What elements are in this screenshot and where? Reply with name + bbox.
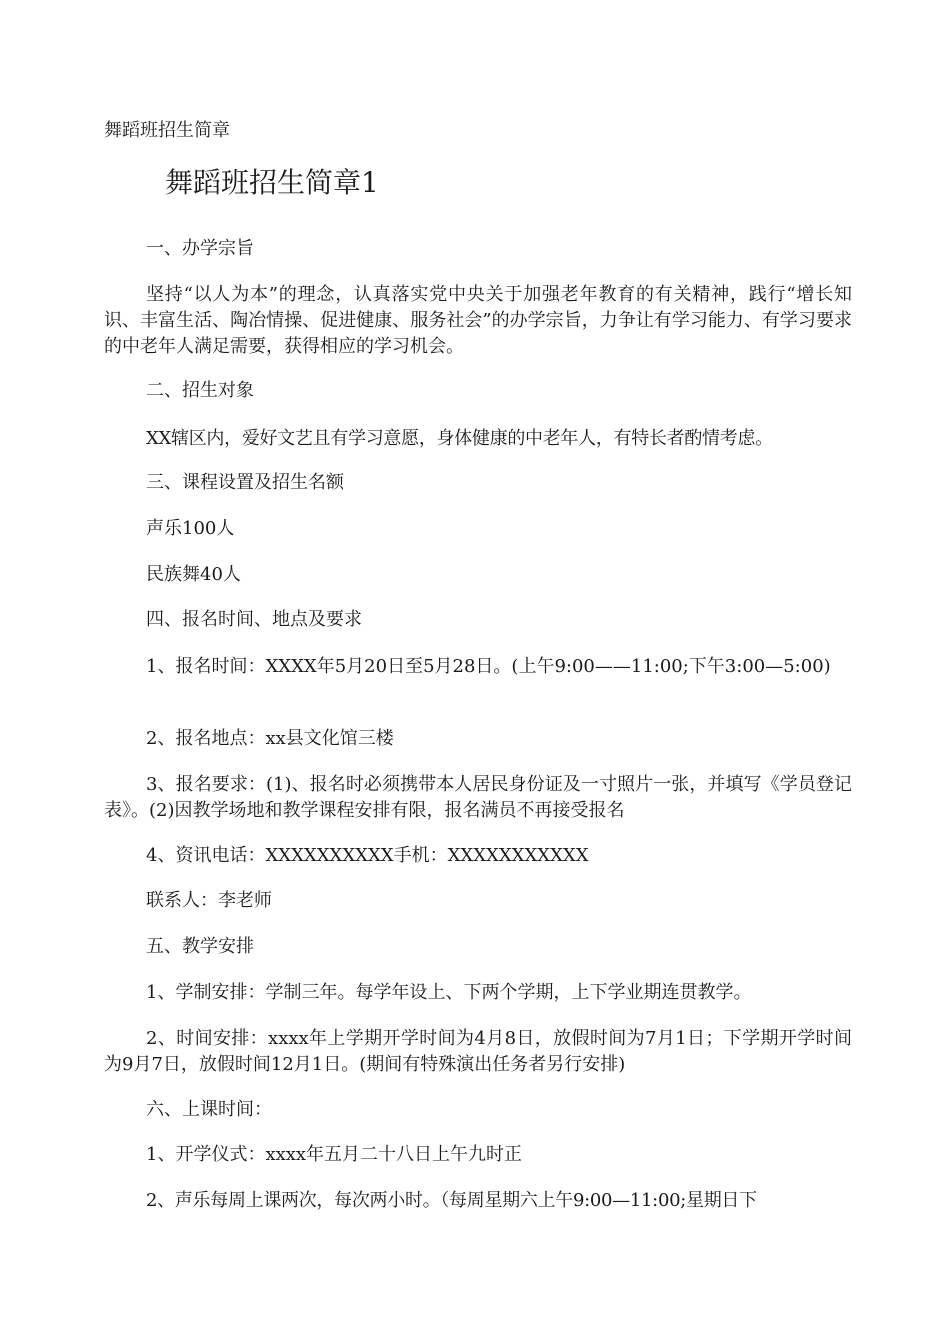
paragraph-school-system: 1、学制安排：学制三年。每学年设上、下两个学期，上下学业期连贯教学。: [146, 982, 752, 1003]
section-heading-teaching: 五、教学安排: [146, 936, 254, 957]
paragraph-target: XX辖区内，爱好文艺且有学习意愿，身体健康的中老年人，有特长者酌情考虑。: [146, 428, 773, 449]
paragraph-vocal-schedule: 2、声乐每周上课两次，每次两小时。（每周星期六上午9:00—11:00;星期日下: [146, 1190, 757, 1211]
section-heading-purpose: 一、办学宗旨: [146, 238, 254, 259]
paragraph-purpose: 坚持“以人为本”的理念，认真落实党中央关于加强老年教育的有关精神，践行“增长知识、丰富生活、陶冶情操、促进健康、服务社会”的办学宗旨，力争让有学习能力、有学习要求的中老年人满足需要，获得相应的学习机会。: [104, 284, 852, 357]
paragraph-schedule: 2、时间安排：xxxx年上学期开学时间为4月8日，放假时间为7月1日；下学期开学时间为9月7日，放假时间12月1日。(期间有特殊演出任务者另行安排): [104, 1028, 852, 1075]
paragraph-registration-place: 2、报名地点：xx县文化馆三楼: [146, 728, 394, 749]
course-folk-dance: 民族舞40人: [146, 564, 241, 585]
paragraph-contact: 联系人：李老师: [146, 890, 272, 911]
section-heading-registration: 四、报名时间、地点及要求: [146, 609, 362, 630]
paragraph-phone: 4、资讯电话：XXXXXXXXXX手机：XXXXXXXXXXX: [146, 845, 589, 866]
paragraph-opening-ceremony: 1、开学仪式：xxxx年五月二十八日上午九时正: [146, 1144, 523, 1165]
paragraph-registration-time: 1、报名时间：XXXX年5月20日至5月28日。(上午9:00——11:00;下午3:00—5:00): [146, 656, 831, 677]
section-heading-target: 二、招生对象: [146, 380, 254, 401]
section-heading-courses: 三、课程设置及招生名额: [146, 472, 344, 493]
course-vocal: 声乐100人: [146, 518, 235, 539]
document-header: 舞蹈班招生简章: [104, 120, 230, 141]
document-title: 舞蹈班招生简章1: [165, 166, 379, 199]
paragraph-registration-requirements: 3、报名要求：(1)、报名时必须携带本人居民身份证及一寸照片一张，并填写《学员登记表》。(2)因教学场地和教学课程安排有限，报名满员不再接受报名: [104, 774, 852, 821]
section-heading-class-time: 六、上课时间：: [146, 1099, 272, 1120]
